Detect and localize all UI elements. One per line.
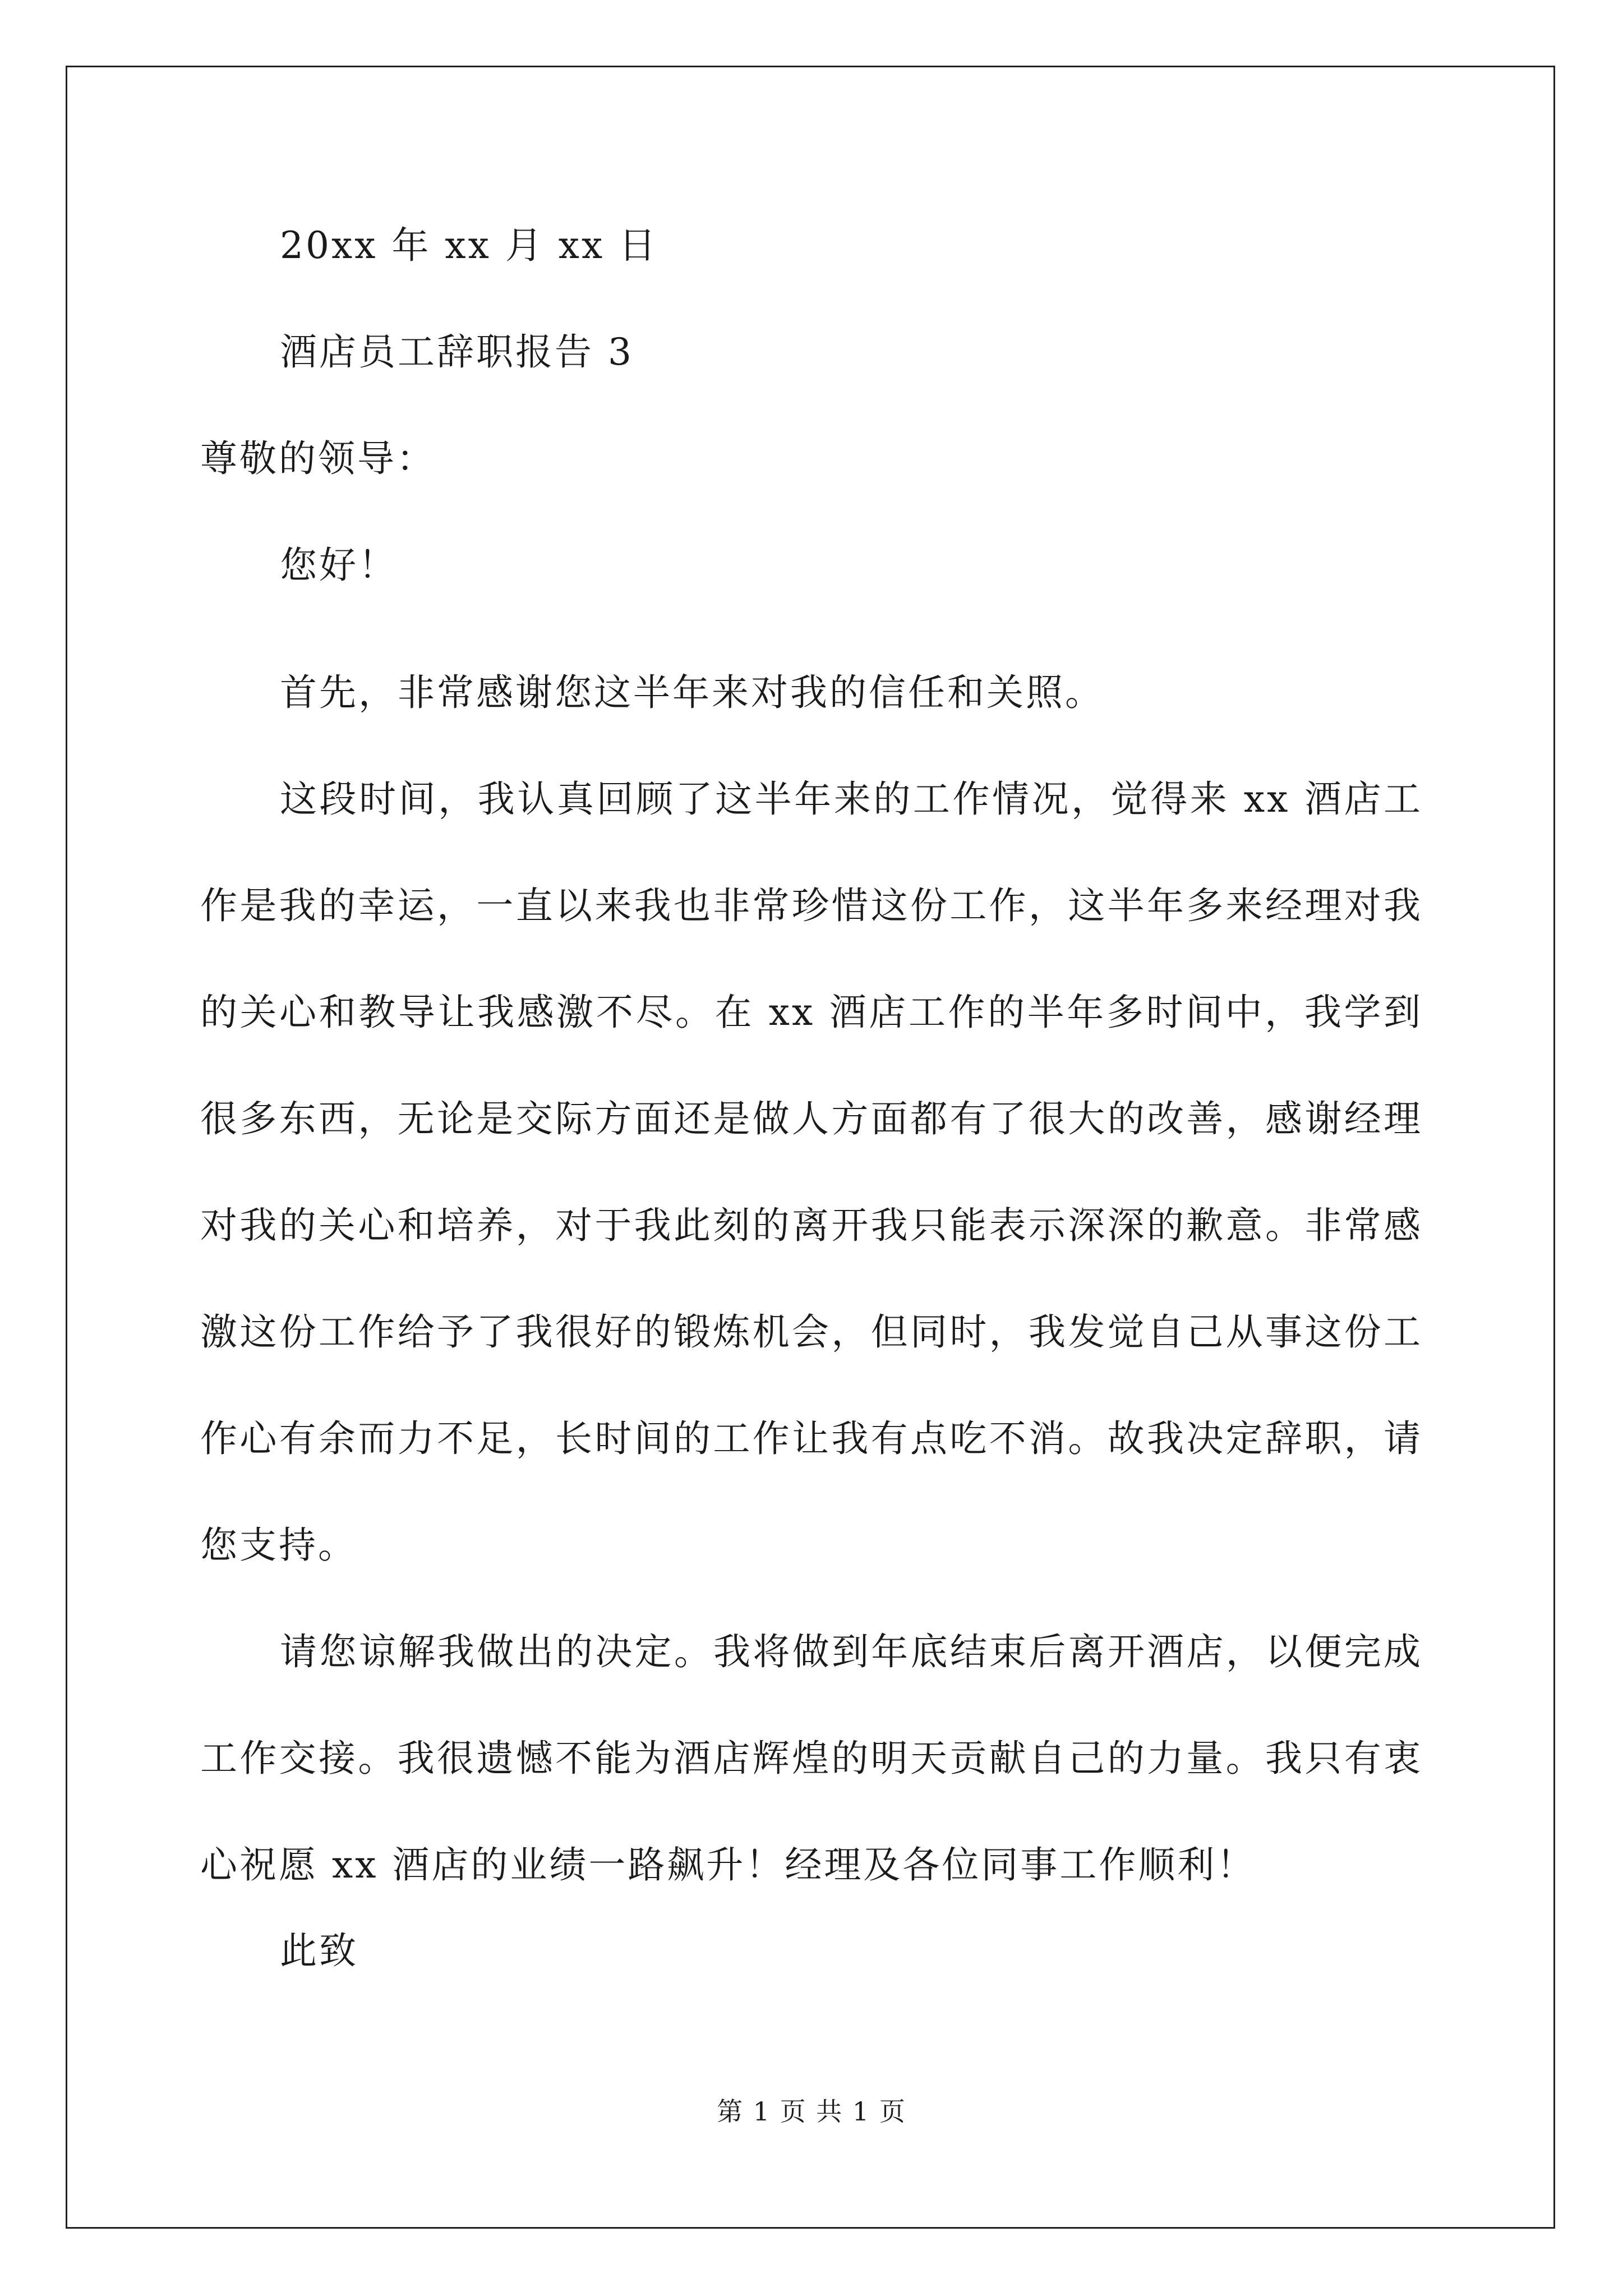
document-title: 酒店员工辞职报告 3 bbox=[280, 330, 634, 374]
body-paragraph-3: 请您谅解我做出的决定。我将做到年底结束后离开酒店，以便完成工作交接。我很遗憾不能为酒店辉煌的明天贡献自己的力量。我只有衷心祝愿 xx 酒店的业绩一路飙升！经理及各位同事工作顺利！ bbox=[200, 1630, 1423, 1887]
greeting: 您好！ bbox=[280, 544, 398, 587]
salutation: 尊敬的领导： bbox=[200, 437, 436, 480]
document-date: 20xx 年 xx 月 xx 日 bbox=[280, 224, 658, 267]
body-paragraph-2: 这段时间，我认真回顾了这半年来的工作情况，觉得来 xx 酒店工作是我的幸运，一直以来我也非常珍惜这份工作，这半年多来经理对我的关心和教导让我感激不尽。在 xx 酒店工作的半年多时间中，我学到很多东西，无论是交际方面还是做人方面都有了很大的改善，感谢经理对我的关心和培养，对于我此刻的离开我只能表示深深的歉意。非常感激这份工作给予了我很好的锻炼机会，但同时，我发觉自己从事这份工作心有余而力不足，长时间的工作让我有点吃不消。故我决定辞职，请您支持。 bbox=[200, 777, 1423, 1567]
page-footer: 第 1 页 共 1 页 bbox=[717, 2096, 906, 2127]
document-body bbox=[200, 213, 1423, 2025]
closing: 此致 bbox=[280, 1929, 358, 1972]
body-paragraph-1: 首先，非常感谢您这半年来对我的信任和关照。 bbox=[280, 671, 1104, 714]
